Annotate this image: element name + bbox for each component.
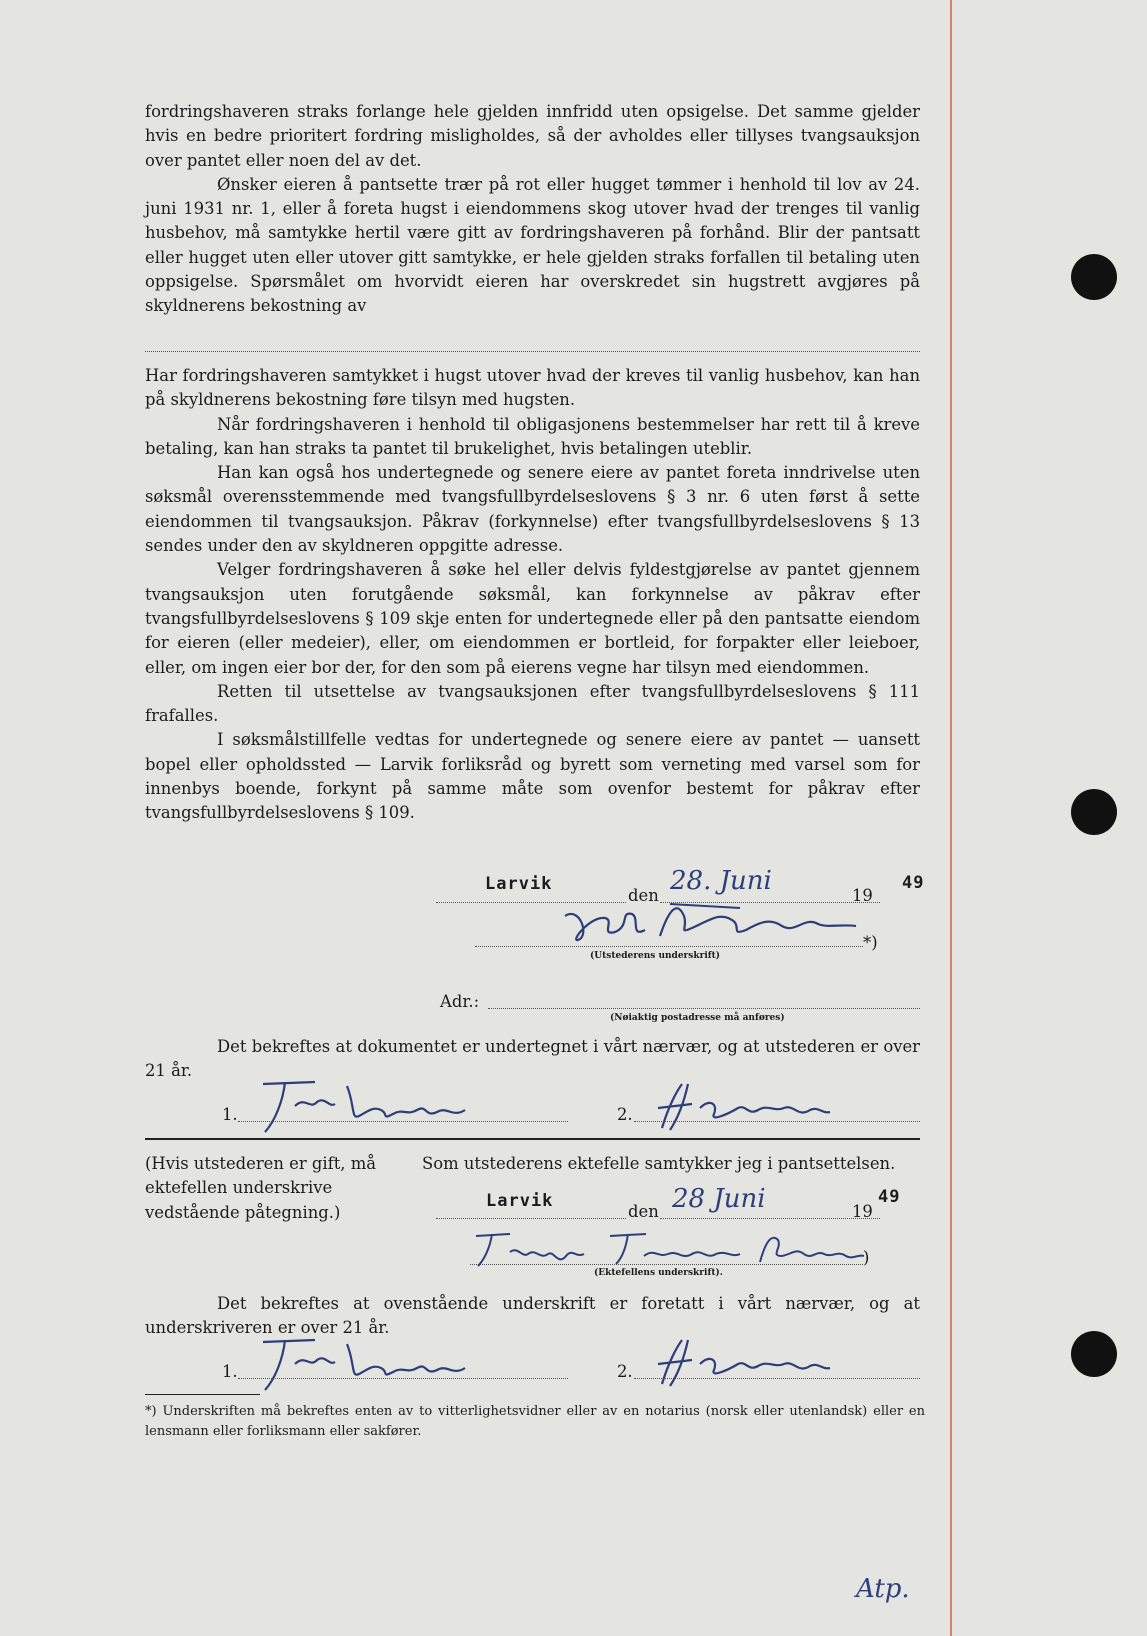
text-block-main bbox=[145, 364, 920, 826]
witness1-number: 1. bbox=[222, 1362, 238, 1381]
paragraph: Det bekreftes at dokumentet er undertegnet i vårt nærvær, og at utstederen er over 21 år. bbox=[145, 1037, 920, 1081]
year-typed: 49 bbox=[878, 1187, 901, 1207]
punch-hole bbox=[1071, 789, 1117, 835]
paragraph: Når fordringshaveren i henhold til obligasjonens bestemmelser har rett til å kreve betaling, kan han straks ta pantet til brukelighet, hvis betalingen uteblir. bbox=[145, 414, 920, 458]
date-handwritten: 28 Juni bbox=[672, 1184, 766, 1214]
spouse-consent: Som utstederens ektefelle samtykker jeg i pantsettelsen. bbox=[422, 1154, 896, 1173]
fill-in-line bbox=[145, 351, 920, 352]
paragraph: fordringshaveren straks forlange hele gjelden innfridd uten opsigelse. Det samme gjelder hvis en bedre prioritert fordring misligholdes, så der avholdes eller tillyses tvangsauksjon over pantet eller noen del av det. bbox=[145, 102, 920, 170]
year-prefix: 19 bbox=[852, 886, 873, 905]
footnote bbox=[145, 1402, 925, 1442]
witness2-number: 2. bbox=[617, 1362, 633, 1381]
text-block-top bbox=[145, 100, 920, 319]
footnote-text: *) Underskriften må bekreftes enten av to vitterlighetsvidner eller av en notarius (norsk eller utenlandsk) eller en lensmann eller forliksmann eller sakfører. bbox=[145, 1404, 925, 1439]
address-caption: (Nøiaktig postadresse må anføres) bbox=[610, 1013, 785, 1023]
date-handwritten: 28. Juni bbox=[670, 866, 772, 896]
place-line bbox=[436, 1218, 626, 1219]
witness1-signature bbox=[255, 1334, 485, 1394]
witness2-number: 2. bbox=[617, 1105, 633, 1124]
witness1-signature bbox=[255, 1076, 485, 1136]
place-typed: Larvik bbox=[486, 1191, 554, 1211]
punch-hole bbox=[1071, 254, 1117, 300]
place-typed: Larvik bbox=[485, 874, 553, 894]
signature-caption: (Utstederens underskrift) bbox=[590, 951, 721, 961]
paragraph: Velger fordringshaveren å søke hel eller delvis fyldestgjørelse av pantet gjennem tvangsauksjon uten forutgående søksmål, kan forkynnelse av påkrav efter tvangsfullbyrdelseslovens § 109 skje enten for undertegnede eller på den pantsatte eiendom for eieren (eller medeier), eller, om eiendommen er bortleid, for forpakter eller leieboer, eller, om ingen eier bor der, for den som på eierens vegne har tilsyn med eiendommen. bbox=[145, 560, 920, 677]
witness2-signature bbox=[648, 1334, 838, 1390]
paragraph: Retten til utsettelse av tvangsauksjonen efter tvangsfullbyrdelseslovens § 111 frafalles. bbox=[145, 681, 920, 726]
paragraph: Har fordringshaveren samtykket i hugst utover hvad der kreves til vanlig husbehov, kan han på skyldnerens bekostning føre tilsyn med hugsten. bbox=[145, 366, 920, 410]
year-prefix: 19 bbox=[852, 1202, 873, 1221]
year-typed: 49 bbox=[902, 873, 925, 893]
margin-rule bbox=[950, 0, 952, 1636]
footnote-rule bbox=[145, 1394, 260, 1395]
den-label: den bbox=[628, 1202, 659, 1221]
issuer-signature bbox=[560, 896, 870, 948]
spouse-signature bbox=[470, 1226, 865, 1270]
punch-hole bbox=[1071, 1331, 1117, 1377]
spouse-instruction: (Hvis utstederen er gift, må ektefellen underskrive vedstående påtegning.) bbox=[145, 1154, 377, 1222]
paragraph: Han kan også hos undertegnede og senere eiere av pantet foreta inndrivelse uten søksmål overensstemmende med tvangsfullbyrdelseslovens § 3 nr. 6 uten først å sette eiendommen til tvangsauksjon. Påkrav (forkynnelse) efter tvangsfullbyrdelseslovens § 13 sendes under den av skyldneren oppgitte adresse. bbox=[145, 463, 920, 556]
witness1-number: 1. bbox=[222, 1105, 238, 1124]
section-divider bbox=[145, 1138, 920, 1140]
paragraph: Det bekreftes at ovenstående underskrift er foretatt i vårt nærvær, og at underskriveren er over 21 år. bbox=[145, 1294, 920, 1338]
footnote-mark: ) bbox=[863, 1248, 870, 1267]
address-label: Adr.: bbox=[440, 992, 480, 1011]
den-label: den bbox=[628, 886, 659, 905]
footnote-mark: *) bbox=[863, 933, 878, 952]
paragraph: I søksmålstillfelle vedtas for undertegnede og senere eiere av pantet — uansett bopel eller opholdssted — Larvik forliksråd og byrett som verneting med varsel som for innenbys boende, forkynt på samme måte som ovenfor bestemt for påkrav efter tvangsfullbyrdelseslovens § 109. bbox=[145, 730, 920, 823]
paragraph: Ønsker eieren å pantsette trær på rot eller hugget tømmer i henhold til lov av 24. juni 1931 nr. 1, eller å foreta hugst i eiendommens skog utover hvad der trenges til vanlig husbehov, må samtykke hertil være gitt av fordringshaveren på forhånd. Blir der pantsatt eller hugget uten eller utover gitt samtykke, er hele gjelden straks forfallen til betaling uten oppsigelse. Spørsmålet om hvorvidt eieren har overskredet sin hugstrett avgjøres på skyldnerens bekostning av bbox=[145, 174, 920, 316]
witness2-signature bbox=[648, 1078, 838, 1134]
date-line bbox=[660, 1218, 880, 1219]
margin-initials: Atp. bbox=[856, 1574, 910, 1604]
address-line bbox=[488, 1008, 920, 1009]
signature-caption: (Ektefellens underskrift). bbox=[594, 1268, 723, 1278]
